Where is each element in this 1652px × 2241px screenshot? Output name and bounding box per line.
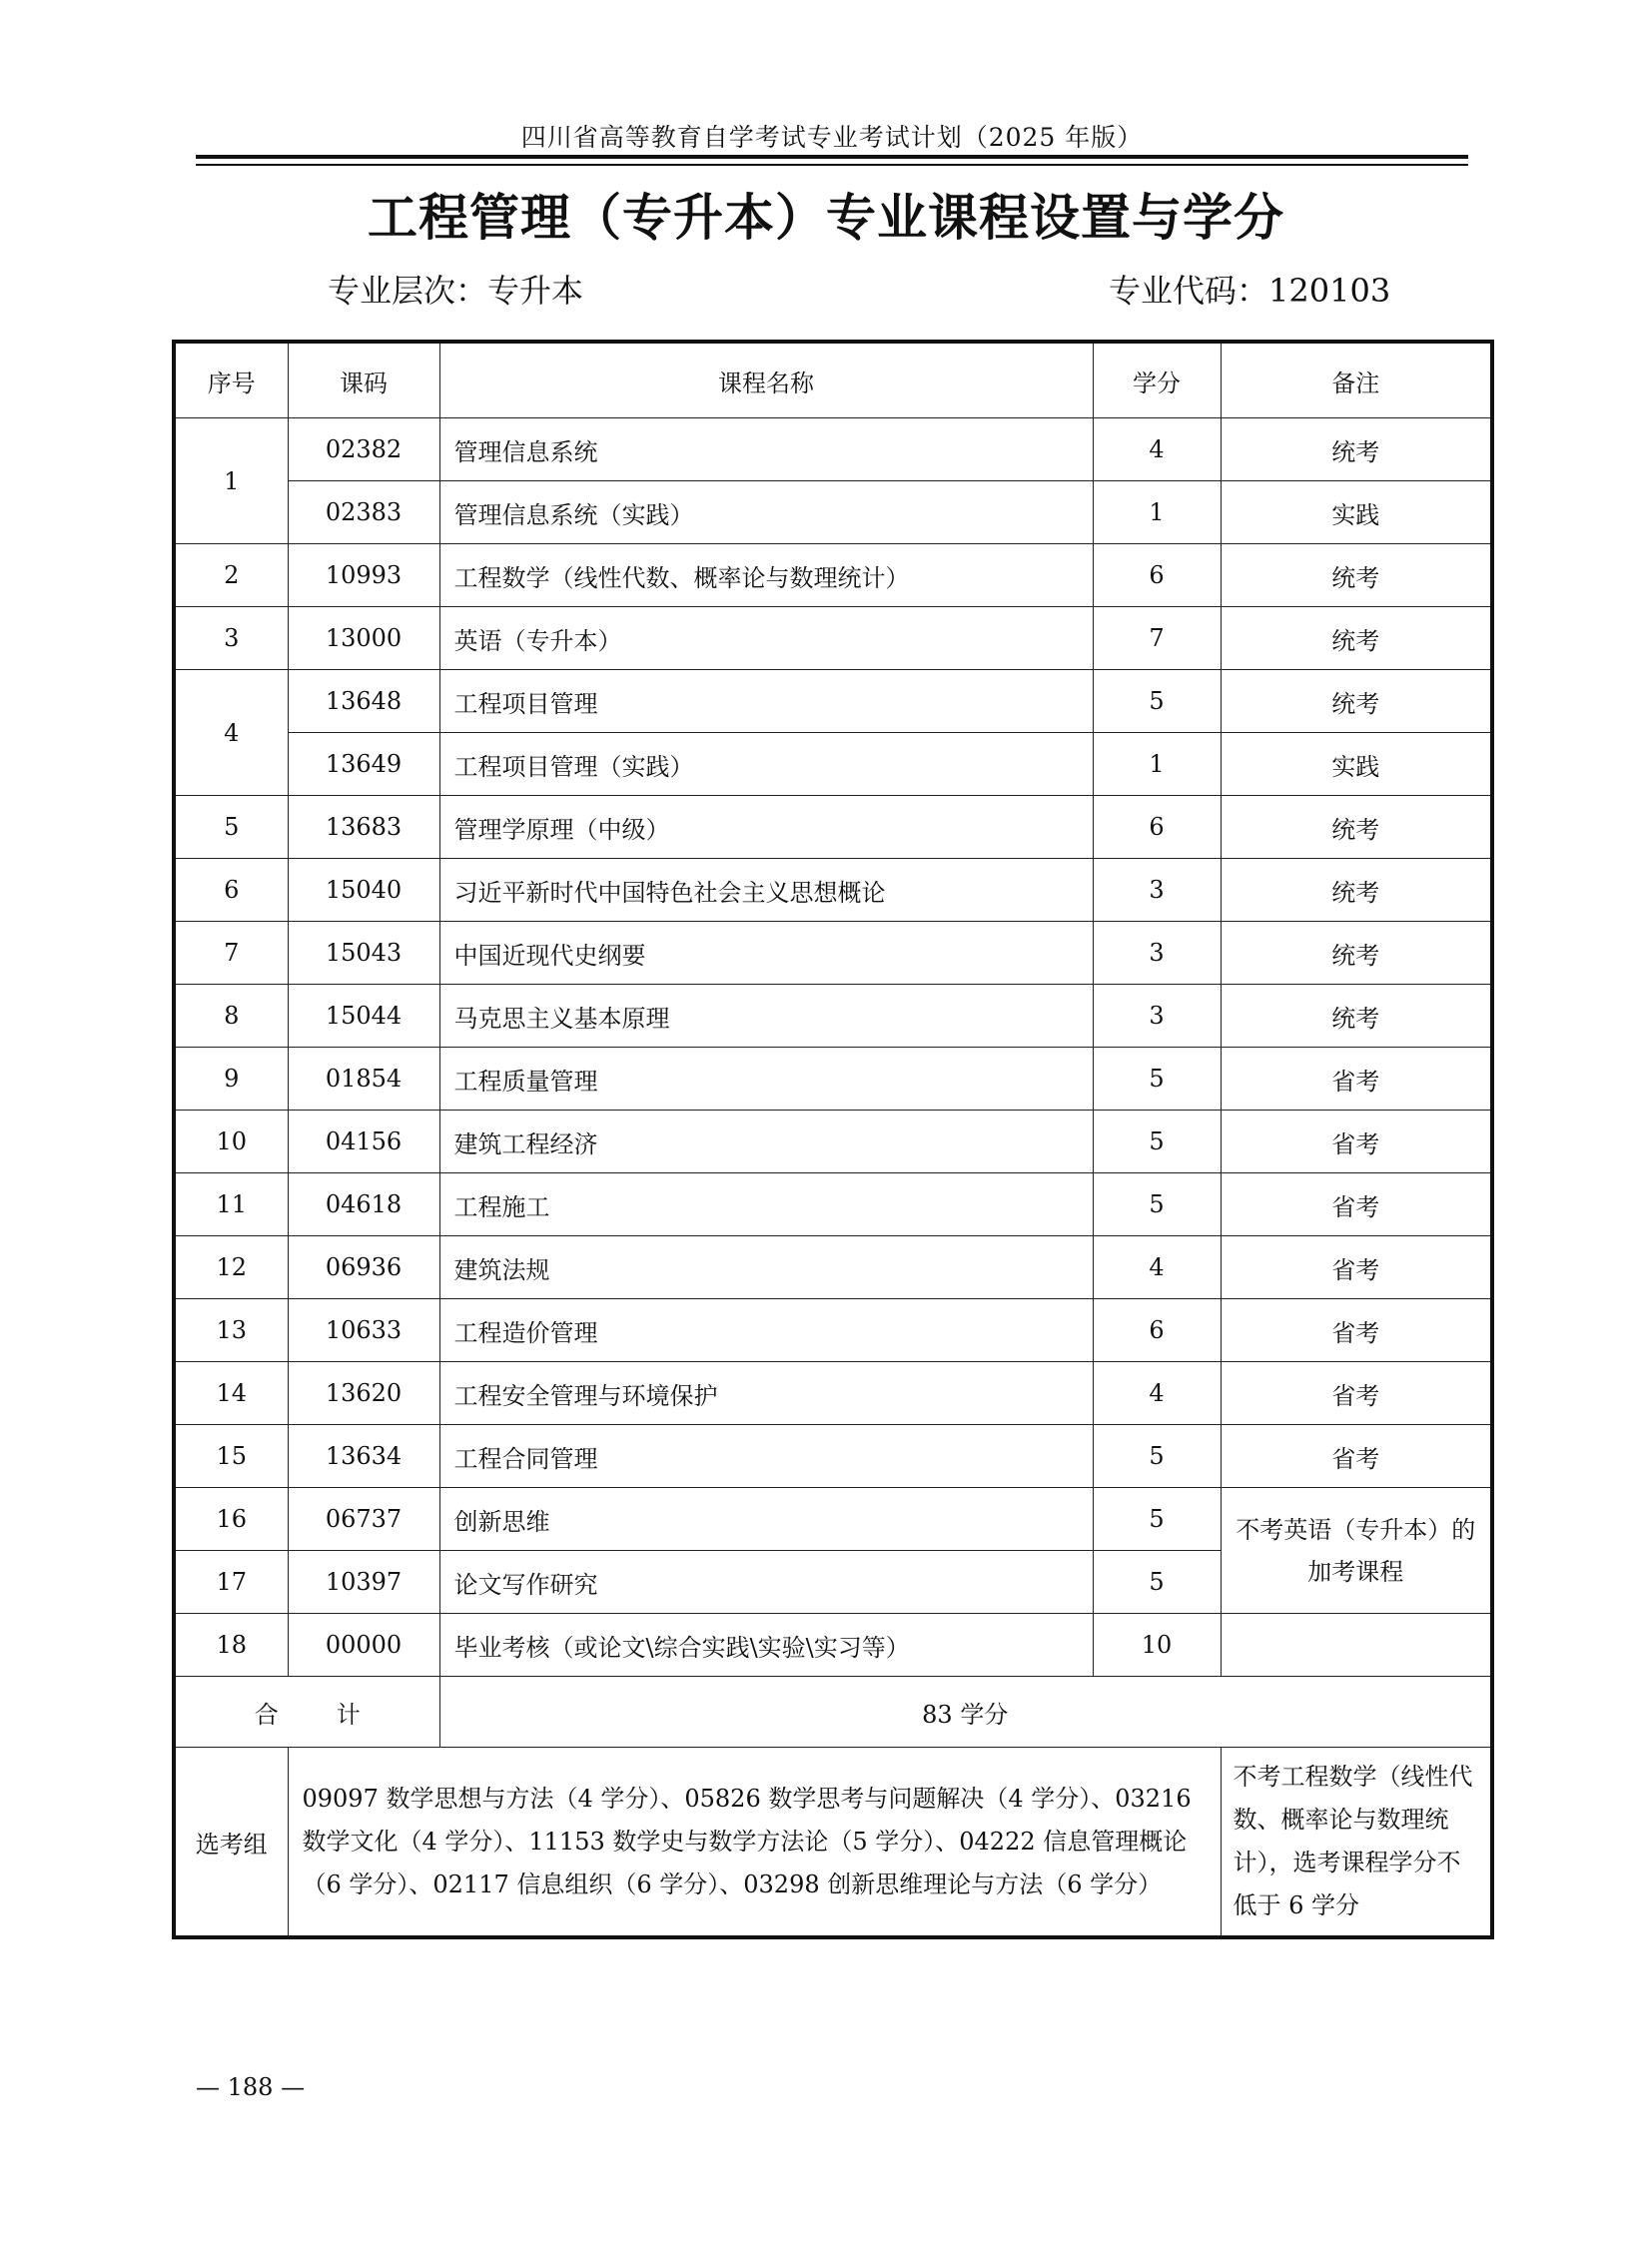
cell-code: 02382: [288, 418, 439, 481]
table-row: [174, 1048, 1492, 1111]
table-row: [174, 1236, 1492, 1299]
cell-credit: 5: [1093, 1425, 1221, 1488]
cell-credit: 3: [1093, 859, 1221, 922]
cell-name: 毕业考核（或论文\综合实践\实验\实习等）: [439, 1614, 1093, 1677]
total-label: 合计: [174, 1677, 439, 1748]
total-value: 83 学分: [439, 1677, 1492, 1748]
col-header-name: 课程名称: [439, 342, 1093, 418]
cell-no: 1: [174, 418, 288, 544]
cell-code: 10993: [288, 544, 439, 607]
cell-name: 工程施工: [439, 1173, 1093, 1236]
cell-credit: 5: [1093, 1488, 1221, 1551]
cell-note: 省考: [1221, 1425, 1492, 1488]
cell-no: 6: [174, 859, 288, 922]
table-row: [174, 607, 1492, 670]
major-code-value: 120103: [1268, 272, 1391, 310]
cell-credit: 5: [1093, 670, 1221, 733]
col-header-no: 序号: [174, 342, 288, 418]
cell-credit: 6: [1093, 1299, 1221, 1362]
cell-note: 省考: [1221, 1173, 1492, 1236]
cell-code: 13634: [288, 1425, 439, 1488]
table-row: [174, 859, 1492, 922]
total-row: [174, 1677, 1492, 1748]
cell-no: 18: [174, 1614, 288, 1677]
cell-code: 06737: [288, 1488, 439, 1551]
cell-credit: 1: [1093, 733, 1221, 796]
cell-credit: 6: [1093, 544, 1221, 607]
cell-code: 13683: [288, 796, 439, 859]
cell-credit: 10: [1093, 1614, 1221, 1677]
course-table: [172, 340, 1494, 1939]
header-rule-thin: [196, 164, 1468, 166]
cell-credit: 7: [1093, 607, 1221, 670]
cell-no: 5: [174, 796, 288, 859]
table-header-row: [174, 342, 1492, 418]
cell-note: 省考: [1221, 1111, 1492, 1173]
cell-code: 02383: [288, 481, 439, 544]
elective-courses: 09097 数学思想与方法（4 学分）、05826 数学思考与问题解决（4 学分）、03216 数学文化（4 学分）、11153 数学史与数学方法论（5 学分）、04222 信息管理概论 （6 学分）、02117 信息组织（6 学分）、03298 创新思维理论与方法（6 学分）: [288, 1748, 1221, 1938]
col-header-code: 课码: [288, 342, 439, 418]
cell-name: 建筑法规: [439, 1236, 1093, 1299]
cell-credit: 3: [1093, 985, 1221, 1048]
cell-note: 省考: [1221, 1048, 1492, 1111]
cell-name: 工程合同管理: [439, 1425, 1093, 1488]
table-row: [174, 985, 1492, 1048]
major-code: [1109, 266, 1390, 312]
cell-note: 实践: [1221, 481, 1492, 544]
cell-no: 7: [174, 922, 288, 985]
cell-code: 13620: [288, 1362, 439, 1425]
cell-no: 11: [174, 1173, 288, 1236]
table-row: [174, 1173, 1492, 1236]
cell-credit: 5: [1093, 1048, 1221, 1111]
cell-credit: 4: [1093, 1236, 1221, 1299]
cell-no: 12: [174, 1236, 288, 1299]
cell-code: 00000: [288, 1614, 439, 1677]
cell-note: 省考: [1221, 1362, 1492, 1425]
cell-code: 15044: [288, 985, 439, 1048]
cell-name: 中国近现代史纲要: [439, 922, 1093, 985]
cell-name: 工程数学（线性代数、概率论与数理统计）: [439, 544, 1093, 607]
cell-code: 15040: [288, 859, 439, 922]
cell-note-extra-courses: 不考英语（专升本）的 加考课程: [1221, 1488, 1492, 1614]
cell-code: 13648: [288, 670, 439, 733]
cell-note: [1221, 1614, 1492, 1677]
cell-no: 17: [174, 1551, 288, 1614]
table-row: [174, 733, 1492, 796]
cell-note: 统考: [1221, 418, 1492, 481]
cell-note: 统考: [1221, 985, 1492, 1048]
cell-name: 论文写作研究: [439, 1551, 1093, 1614]
cell-credit: 1: [1093, 481, 1221, 544]
major-level: 专业层次：专升本: [328, 272, 584, 310]
table-row: [174, 481, 1492, 544]
cell-name: 工程造价管理: [439, 1299, 1093, 1362]
cell-name: 建筑工程经济: [439, 1111, 1093, 1173]
cell-no: 15: [174, 1425, 288, 1488]
elective-note: 不考工程数学（线性代 数、概率论与数理统 计），选考课程学分不 低于 6 学分: [1221, 1748, 1492, 1938]
cell-no: 10: [174, 1111, 288, 1173]
table-row: [174, 418, 1492, 481]
page-number: — 188 —: [196, 2073, 306, 2101]
cell-name: 管理学原理（中级）: [439, 796, 1093, 859]
cell-name: 习近平新时代中国特色社会主义思想概论: [439, 859, 1093, 922]
cell-note: 省考: [1221, 1236, 1492, 1299]
cell-code: 15043: [288, 922, 439, 985]
cell-note: 统考: [1221, 859, 1492, 922]
cell-name: 马克思主义基本原理: [439, 985, 1093, 1048]
cell-credit: 5: [1093, 1173, 1221, 1236]
table-row: [174, 544, 1492, 607]
table-row: [174, 1425, 1492, 1488]
table-row: [174, 670, 1492, 733]
elective-row: [174, 1748, 1492, 1938]
cell-name: 英语（专升本）: [439, 607, 1093, 670]
cell-code: 10397: [288, 1551, 439, 1614]
table-row: [174, 1299, 1492, 1362]
running-header: 四川省高等教育自学考试专业考试计划（2025 年版）: [520, 123, 1144, 152]
elective-label: 选考组: [174, 1748, 288, 1938]
table-row: [174, 1362, 1492, 1425]
cell-no: 16: [174, 1488, 288, 1551]
cell-note: 统考: [1221, 796, 1492, 859]
cell-code: 13000: [288, 607, 439, 670]
cell-credit: 6: [1093, 796, 1221, 859]
cell-note: 省考: [1221, 1299, 1492, 1362]
cell-credit: 5: [1093, 1551, 1221, 1614]
header-rule-thick: [196, 155, 1468, 159]
table-row: [174, 922, 1492, 985]
cell-name: 工程质量管理: [439, 1048, 1093, 1111]
cell-name: 工程安全管理与环境保护: [439, 1362, 1093, 1425]
table-row: [174, 1488, 1492, 1551]
cell-note: 统考: [1221, 607, 1492, 670]
cell-name: 工程项目管理（实践）: [439, 733, 1093, 796]
cell-name: 管理信息系统: [439, 418, 1093, 481]
cell-credit: 5: [1093, 1111, 1221, 1173]
cell-name: 创新思维: [439, 1488, 1093, 1551]
cell-code: 13649: [288, 733, 439, 796]
table-row: [174, 796, 1492, 859]
cell-note: 统考: [1221, 544, 1492, 607]
cell-no: 14: [174, 1362, 288, 1425]
cell-code: 04618: [288, 1173, 439, 1236]
cell-note: 统考: [1221, 670, 1492, 733]
table-row: [174, 1614, 1492, 1677]
cell-code: 04156: [288, 1111, 439, 1173]
cell-credit: 3: [1093, 922, 1221, 985]
cell-no: 3: [174, 607, 288, 670]
table-row: [174, 1111, 1492, 1173]
page-title: 工程管理（专升本）专业课程设置与学分: [368, 189, 1284, 247]
cell-note: 统考: [1221, 922, 1492, 985]
cell-no: 8: [174, 985, 288, 1048]
major-code-label: 专业代码：: [1109, 272, 1269, 310]
cell-credit: 4: [1093, 418, 1221, 481]
cell-no: 4: [174, 670, 288, 796]
cell-no: 9: [174, 1048, 288, 1111]
cell-code: 06936: [288, 1236, 439, 1299]
cell-name: 管理信息系统（实践）: [439, 481, 1093, 544]
cell-code: 10633: [288, 1299, 439, 1362]
col-header-note: 备注: [1221, 342, 1492, 418]
cell-name: 工程项目管理: [439, 670, 1093, 733]
cell-code: 01854: [288, 1048, 439, 1111]
cell-credit: 4: [1093, 1362, 1221, 1425]
cell-no: 2: [174, 544, 288, 607]
cell-note: 实践: [1221, 733, 1492, 796]
cell-no: 13: [174, 1299, 288, 1362]
col-header-credit: 学分: [1093, 342, 1221, 418]
